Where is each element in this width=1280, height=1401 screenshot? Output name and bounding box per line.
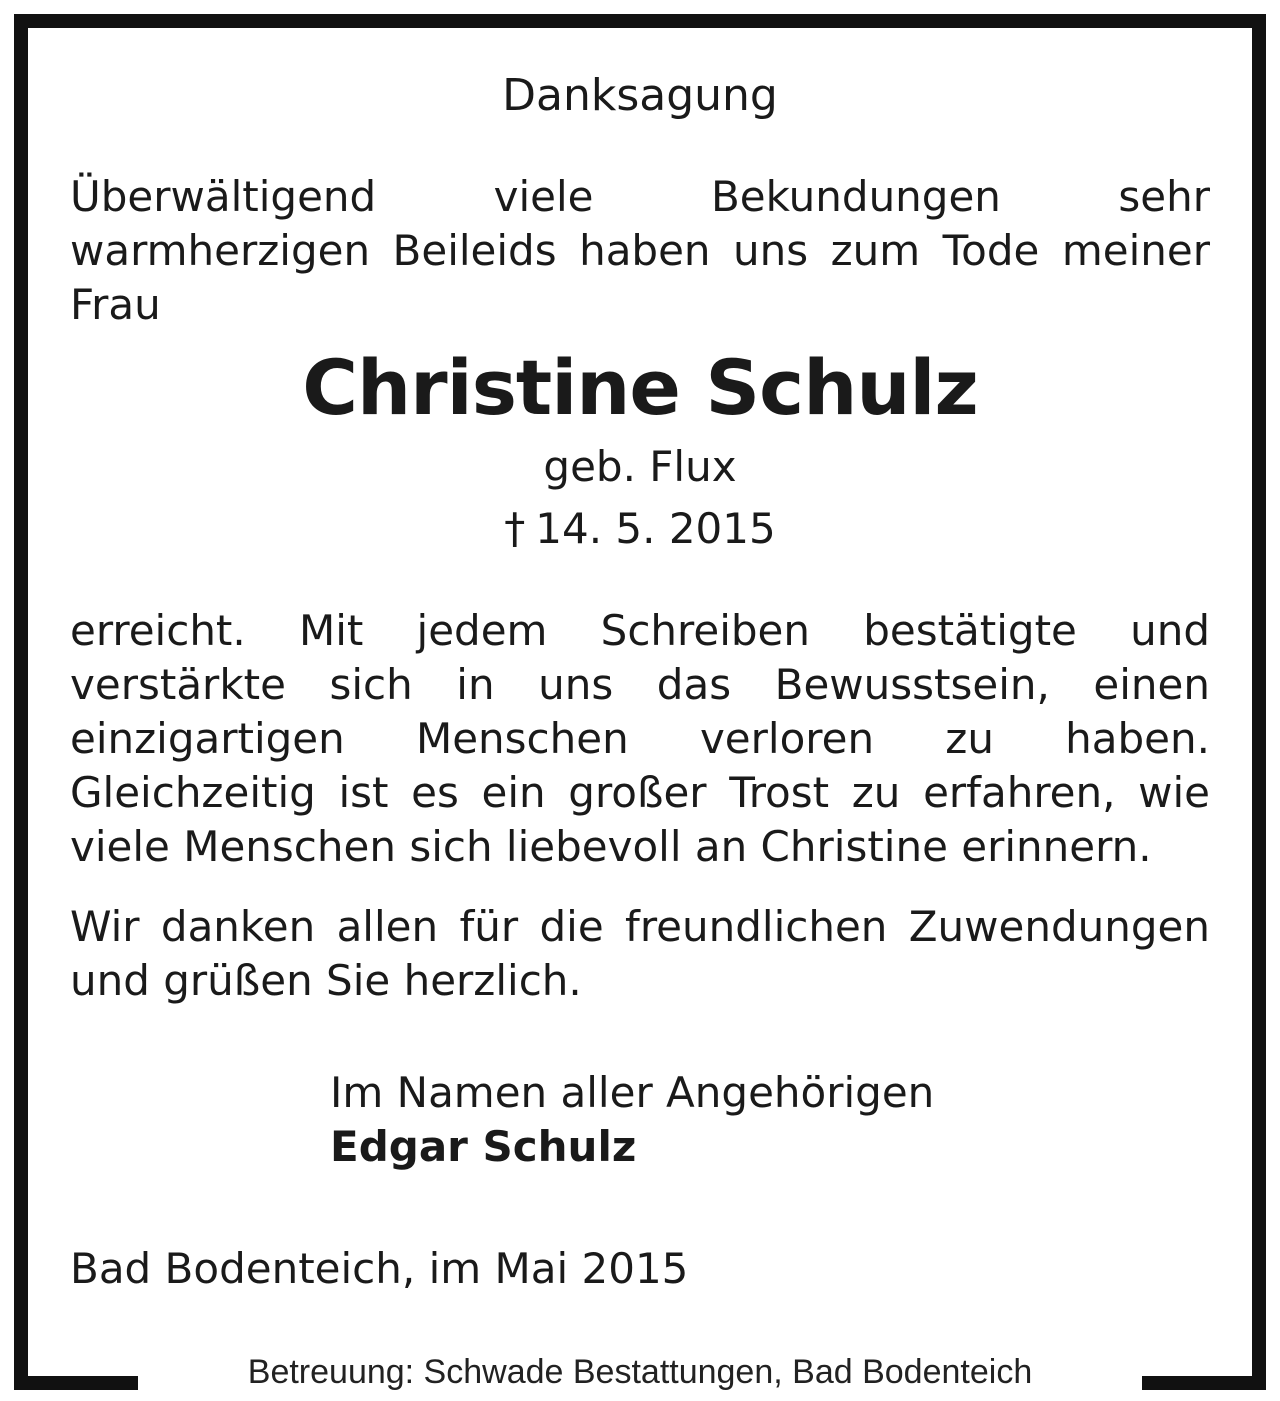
funeral-home-credit: Betreuung: Schwade Bestattungen, Bad Bodenteich [247,1353,1033,1391]
intro-paragraph: Überwältigend viele Bekundungen sehr warmherzigen Beileids haben uns zum Tode meiner Frau [70,172,1210,329]
deceased-name: Christine Schulz [302,343,978,432]
signer-name: Edgar Schulz [330,1122,637,1171]
bottom-rule-right [1142,1376,1266,1390]
bottom-rule-left [14,1376,138,1390]
body-paragraph-2: Wir danken allen für die freundlichen Zuwendungen und grüßen Sie herzlich. [70,902,1210,1005]
notice-heading: Danksagung [502,70,778,121]
place-and-date: Bad Bodenteich, im Mai 2015 [70,1244,689,1293]
death-date-line [70,502,1210,556]
maiden-name: geb. Flux [543,442,737,491]
body-paragraph-1: erreicht. Mit jedem Schreiben bestätigte und verstärkte sich in uns das Bewusstsein, einen einzigartigen Menschen verloren zu haben. Gleichzeitig ist es ein großer Trost zu erfahren, wie viele Menschen sich liebevoll an Christine erinnern. [70,606,1210,871]
signoff-text: Im Namen aller Angehörigen [330,1068,935,1117]
death-date: 14. 5. 2015 [535,504,776,553]
death-cross-symbol: † [504,504,526,553]
